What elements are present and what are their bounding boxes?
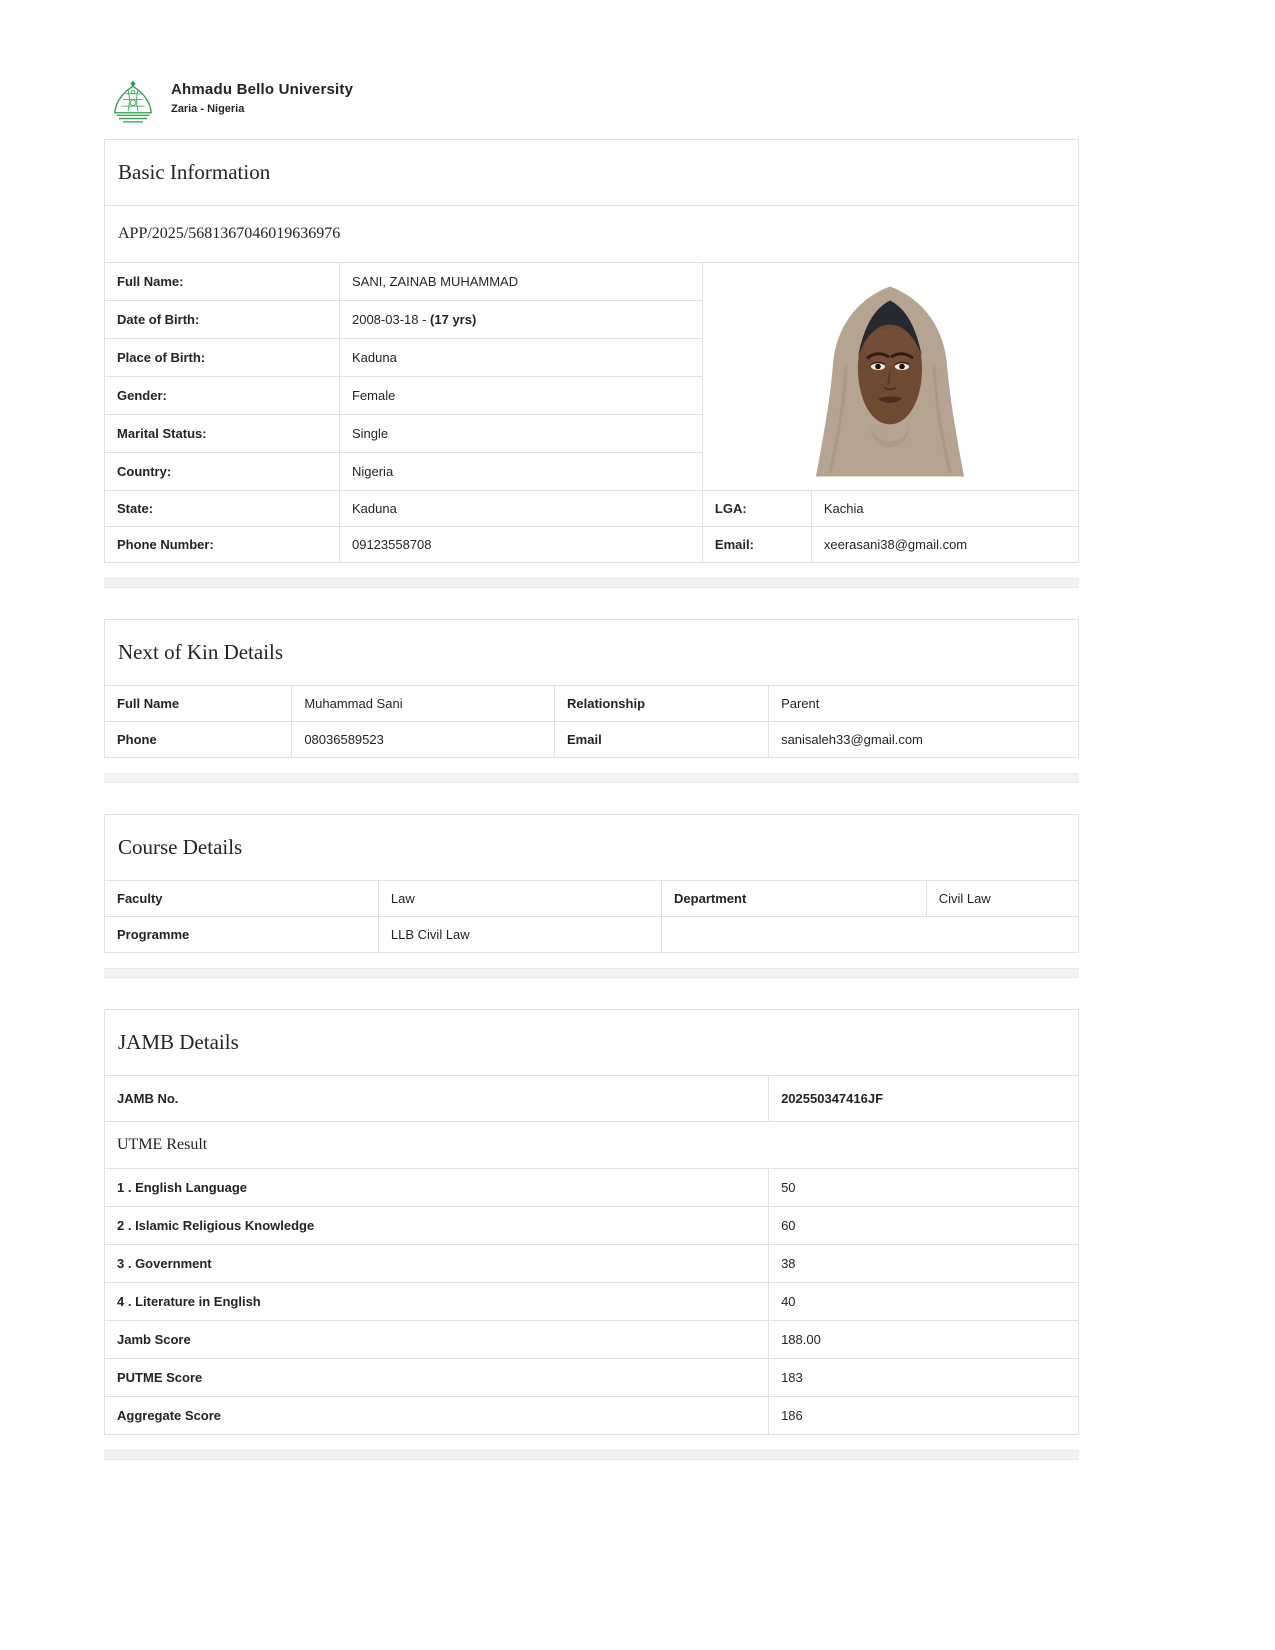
subject-score-government: 38 (769, 1245, 1078, 1283)
kin-label-full-name: Full Name (105, 686, 292, 722)
kin-label-email: Email (555, 722, 769, 758)
field-label-lga: LGA: (702, 491, 811, 527)
field-label-phone-number: Phone Number: (105, 527, 339, 563)
jamb-value-jamb-no: 202550347416JF (769, 1076, 1078, 1122)
score-label-jamb: Jamb Score (105, 1321, 769, 1359)
section-title-jamb-details: JAMB Details (105, 1010, 1078, 1076)
next-of-kin-section (104, 619, 1079, 758)
course-value-department: Civil Law (926, 881, 1078, 917)
applicant-photo (800, 276, 980, 477)
field-value-country: Nigeria (339, 453, 702, 491)
field-value-full-name: SANI, ZAINAB MUHAMMAD (339, 263, 702, 301)
subject-score-english: 50 (769, 1169, 1078, 1207)
application-number: APP/2025/5681367046019636976 (105, 206, 1078, 263)
course-label-faculty: Faculty (105, 881, 378, 917)
subject-score-literature: 40 (769, 1283, 1078, 1321)
field-label-full-name: Full Name: (105, 263, 339, 301)
university-header-text (171, 78, 353, 115)
field-label-place-of-birth: Place of Birth: (105, 339, 339, 377)
university-name: Ahmadu Bello University (171, 81, 354, 98)
course-details-section (104, 814, 1079, 953)
field-value-gender: Female (339, 377, 702, 415)
basic-information-contact-table (105, 491, 1078, 562)
jamb-details-table (105, 1076, 1078, 1434)
basic-information-table (105, 263, 1078, 491)
kin-label-relationship: Relationship (555, 686, 769, 722)
kin-value-relationship: Parent (769, 686, 1078, 722)
field-value-state: Kaduna (339, 491, 702, 527)
field-value-date-of-birth (339, 301, 702, 339)
table-row (105, 1397, 1078, 1435)
kin-value-full-name: Muhammad Sani (292, 686, 555, 722)
score-value-jamb: 188.00 (769, 1321, 1078, 1359)
kin-value-phone: 08036589523 (292, 722, 555, 758)
section-divider (104, 968, 1079, 978)
score-label-aggregate: Aggregate Score (105, 1397, 769, 1435)
kin-label-phone: Phone (105, 722, 292, 758)
field-label-date-of-birth: Date of Birth: (105, 301, 339, 339)
field-label-email: Email: (702, 527, 811, 563)
table-row (105, 1321, 1078, 1359)
course-value-faculty: Law (378, 881, 661, 917)
university-location: Zaria - Nigeria (171, 103, 245, 115)
field-label-gender: Gender: (105, 377, 339, 415)
field-value-place-of-birth: Kaduna (339, 339, 702, 377)
score-value-aggregate: 186 (769, 1397, 1078, 1435)
field-label-state: State: (105, 491, 339, 527)
table-row (105, 1359, 1078, 1397)
table-row (105, 527, 1078, 563)
subject-label-irk: 2 . Islamic Religious Knowledge (105, 1207, 769, 1245)
table-row (105, 1283, 1078, 1321)
table-row (105, 491, 1078, 527)
table-row (105, 1076, 1078, 1122)
table-row (105, 881, 1078, 917)
subject-label-government: 3 . Government (105, 1245, 769, 1283)
subject-label-english: 1 . English Language (105, 1169, 769, 1207)
table-row (105, 263, 1078, 301)
utme-result-title: UTME Result (105, 1122, 1078, 1169)
course-label-department: Department (662, 881, 927, 917)
subject-score-irk: 60 (769, 1207, 1078, 1245)
course-label-programme: Programme (105, 917, 378, 953)
university-logo-icon (108, 78, 158, 126)
section-divider (104, 1450, 1079, 1460)
next-of-kin-table (105, 686, 1078, 757)
section-divider (104, 578, 1079, 588)
field-value-lga: Kachia (811, 491, 1078, 527)
score-value-putme: 183 (769, 1359, 1078, 1397)
kin-value-email: sanisaleh33@gmail.com (769, 722, 1078, 758)
field-label-marital-status: Marital Status: (105, 415, 339, 453)
section-title-course-details: Course Details (105, 815, 1078, 881)
application-content (104, 139, 1079, 1460)
table-row (105, 686, 1078, 722)
jamb-label-jamb-no: JAMB No. (105, 1076, 769, 1122)
table-row (105, 1122, 1078, 1169)
field-label-country: Country: (105, 453, 339, 491)
field-value-phone-number: 09123558708 (339, 527, 702, 563)
course-empty-cell (662, 917, 1078, 953)
dob-value: 2008-03-18 - (351, 312, 431, 327)
field-value-email: xeerasani38@gmail.com (811, 527, 1078, 563)
section-title-basic-information: Basic Information (105, 140, 1078, 206)
field-value-marital-status: Single (339, 415, 702, 453)
table-row (105, 917, 1078, 953)
section-title-next-of-kin: Next of Kin Details (105, 620, 1078, 686)
applicant-photo-cell (702, 263, 1078, 491)
table-row (105, 722, 1078, 758)
table-row (105, 1245, 1078, 1283)
table-row (105, 1207, 1078, 1245)
course-details-table (105, 881, 1078, 952)
table-row (105, 1169, 1078, 1207)
dob-age: (17 yrs) (430, 312, 477, 327)
jamb-details-section (104, 1009, 1079, 1435)
section-divider (104, 773, 1079, 783)
score-label-putme: PUTME Score (105, 1359, 769, 1397)
course-value-programme: LLB Civil Law (378, 917, 661, 953)
subject-label-literature: 4 . Literature in English (105, 1283, 769, 1321)
basic-information-section (104, 139, 1079, 563)
university-header (0, 0, 1275, 126)
